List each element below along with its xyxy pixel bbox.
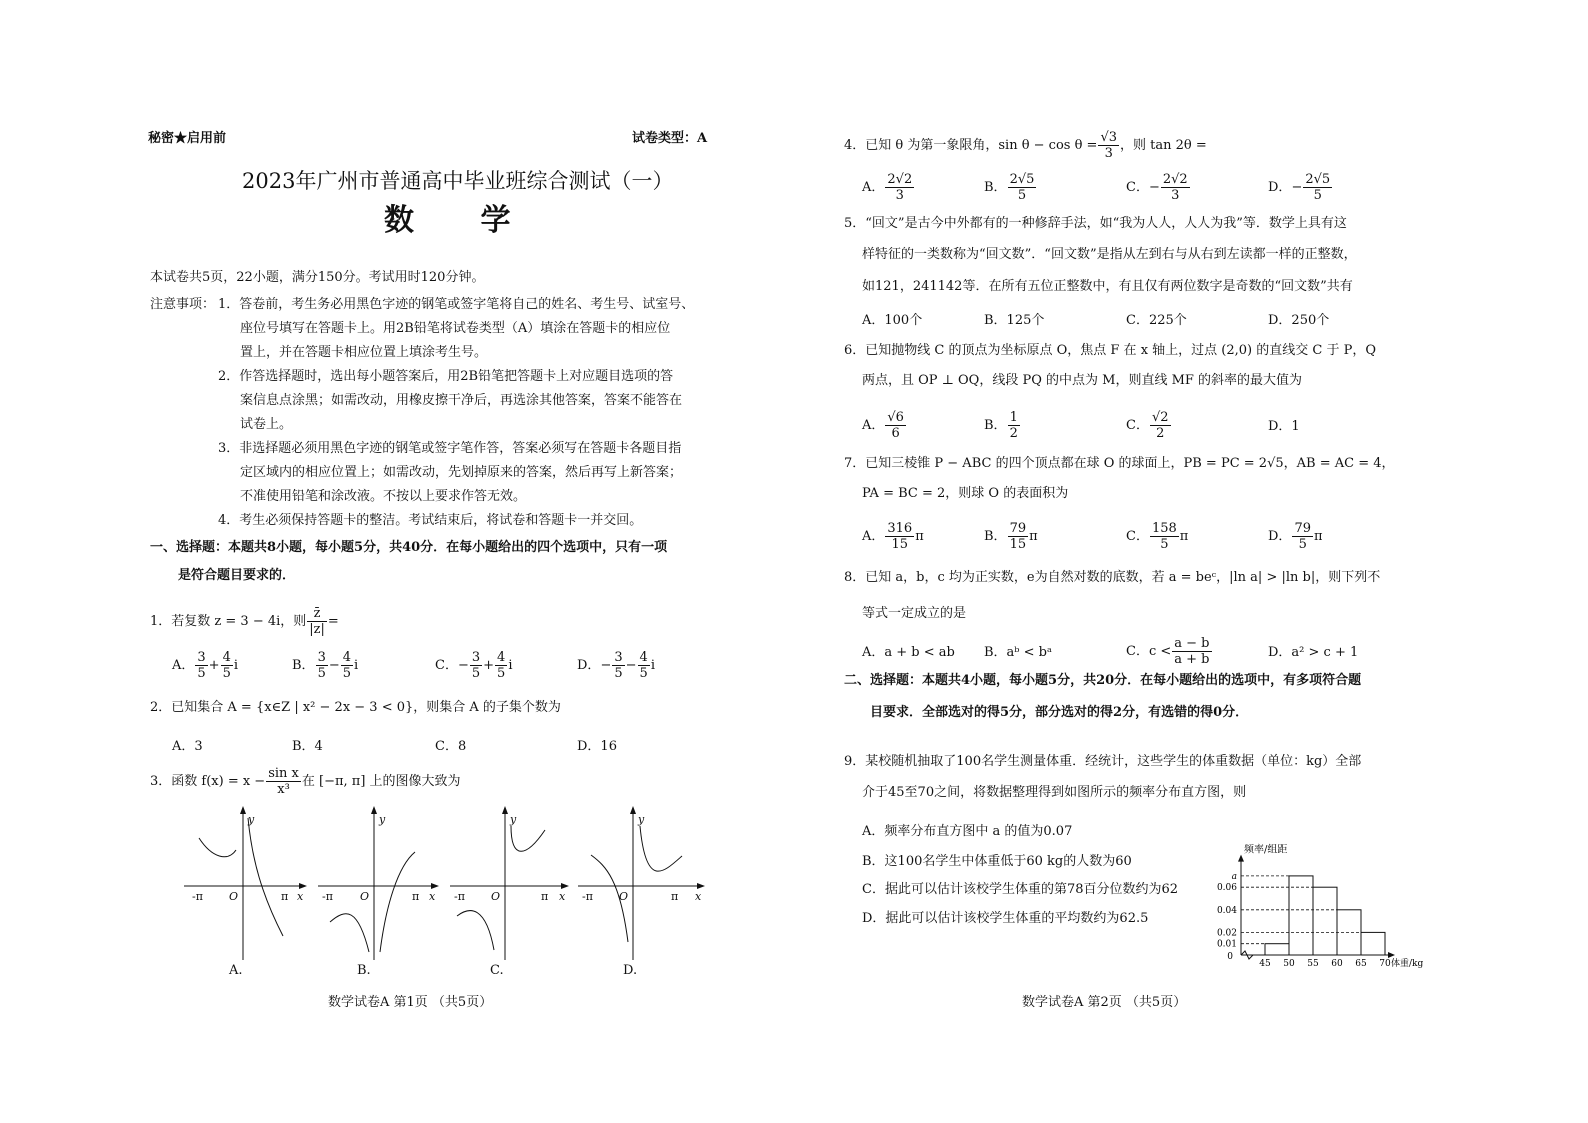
option-label: B．	[292, 658, 315, 673]
question-2: 2．已知集合 A = {x∈Z | x² − 2x − 3 < 0}，则集合 A 的子集个数为	[150, 700, 561, 715]
graph-d-x-label: x	[695, 890, 702, 903]
question-4	[844, 129, 1207, 163]
q7-line: 7．已知三棱锥 P − ABC 的四个顶点都在球 O 的球面上，PB = PC = 2√5，AB = AC = 4，	[844, 456, 1395, 471]
intro-text: 本试卷共5页，22小题，满分150分。考试用时120分钟。	[150, 270, 485, 285]
graph-c	[450, 812, 566, 960]
q8-option-b: B．aᵇ < bᵃ	[984, 645, 1052, 660]
x-tick-label: 50	[1283, 959, 1295, 969]
q3-frac-num: sin x	[268, 766, 299, 781]
q4-option-d: D．− $\frac{2√5}{5}$	[1268, 172, 1331, 203]
graph-b-caption: B.	[357, 963, 371, 978]
q7-option-d: D． $\frac{79}{5}$ π	[1268, 521, 1323, 552]
y-tick-label: 0.06	[1216, 883, 1237, 894]
q6-option-c: C． $\frac{√2}{2}$	[1126, 410, 1169, 441]
q6-option-a: A． $\frac{√6}{6}$	[862, 410, 904, 441]
y-axis-arrow	[1238, 855, 1244, 862]
q6-line: 两点，且 OP ⊥ OQ，线段 PQ 的中点为 M，则直线 MF 的斜率的最大值为	[862, 373, 1303, 388]
q4-option-c: C．− $\frac{2√2}{3}$	[1126, 172, 1188, 203]
option-label: A．	[172, 658, 195, 673]
section1-heading-cont: 是符合题目要求的．	[178, 568, 296, 583]
histogram-bar	[1337, 910, 1361, 955]
graph-d-neg-pi: -π	[582, 890, 593, 903]
q1-stem: 1．若复数 z = 3 − 4i，则	[150, 614, 307, 629]
q6-line: 6．已知抛物线 C 的顶点为坐标原点 O，焦点 F 在 x 轴上，过点 (2,0) 的直线交 C 于 P，Q	[844, 343, 1376, 358]
note-line: 3．非选择题必须用黑色字迹的钢笔或签字笔作答，答案必须写在答题卡各题目指	[218, 441, 682, 456]
note-line: 试卷上。	[240, 417, 293, 432]
note-line: 4．考生必须保持答题卡的整洁。考试结束后，将试卷和答题卡一并交回。	[218, 513, 643, 528]
option-label: D．	[577, 658, 601, 673]
q8-option-d: D．a² > c + 1	[1268, 645, 1359, 660]
q5-line: 样特征的一类数称为“回文数”．“回文数”是指从左到右与从右到左读都一样的正整数，	[862, 247, 1357, 262]
graph-a-caption: A.	[229, 963, 243, 978]
graph-b-y-label: y	[379, 813, 386, 826]
q8-option-a: A．a + b < ab	[862, 645, 955, 660]
graph-d	[578, 812, 702, 960]
q9-line: 介于45至70之间，将数据整理得到如图所示的频率分布直方图，则	[862, 785, 1247, 800]
question-1	[150, 606, 339, 637]
option-label: C．	[435, 658, 458, 673]
q5-option-b: B．125个	[984, 313, 1045, 328]
section2-heading-cont: 目要求．全部选对的得5分，部分选对的得2分，有选错的得0分．	[870, 705, 1249, 720]
note-line: 不准使用铅笔和涂改液。不按以上要求作答无效。	[240, 489, 527, 504]
x-axis-arrow	[1388, 952, 1395, 958]
q7-option-c: C． $\frac{158}{5}$ π	[1126, 521, 1189, 552]
note-line: 置上，并在答题卡相应位置上填涂考生号。	[240, 345, 488, 360]
graph-b-origin: O	[360, 890, 370, 903]
q4-option-b: B． $\frac{2√5}{5}$	[984, 172, 1035, 203]
left-page-footer: 数学试卷A 第1页 （共5页）	[328, 995, 493, 1010]
exam-title: 2023年广州市普通高中毕业班综合测试（一）	[242, 169, 674, 193]
histogram-bar	[1289, 876, 1313, 955]
note-line: 1．答卷前，考生务必用黑色字迹的钢笔或签字笔将自己的姓名、考生号、试室号、	[218, 297, 695, 312]
axis-break	[1241, 951, 1253, 959]
q7-line: PA = BC = 2，则球 O 的表面积为	[862, 486, 1069, 501]
q4-option-a: A． $\frac{2√2}{3}$	[862, 172, 913, 203]
graph-c-origin: O	[491, 890, 501, 903]
notice-label: 注意事项：	[150, 297, 216, 312]
q5-line: 5．“回文”是古今中外都有的一种修辞手法，如“我为人人，人人为我”等．数学上具有这	[844, 216, 1347, 231]
q5-option-c: C．225个	[1126, 313, 1187, 328]
graph-a-origin: O	[229, 890, 239, 903]
q3-frac-den: x³	[277, 782, 290, 797]
q7-option-b: B． $\frac{79}{15}$ π	[984, 521, 1038, 552]
x-tick-label: 55	[1307, 959, 1319, 969]
q1-option-d: D．− $\frac{3}{5}$ − $\frac{4}{5}$ i	[577, 650, 655, 681]
graph-a-neg-pi: -π	[192, 890, 203, 903]
q9-option-d: D．据此可以估计该校学生体重的平均数约为62.5	[862, 911, 1149, 926]
x-tick-label: 60	[1331, 959, 1343, 969]
q5-option-a: A．100个	[862, 313, 923, 328]
x-axis-label: 体重/kg	[1391, 959, 1424, 969]
origin-label: 0	[1227, 952, 1233, 962]
q3-stem-b: 在 [−π, π] 上的图像大致为	[301, 774, 461, 789]
q5-option-d: D．250个	[1268, 313, 1330, 328]
y-tick-label: 0.02	[1216, 928, 1237, 939]
graph-b-pi: π	[412, 890, 420, 903]
graph-b	[318, 812, 436, 960]
q8-option-c: C．c < $\frac{a - b}{a + b}$	[1126, 636, 1210, 667]
q6-option-d: D．1	[1268, 419, 1300, 434]
q9-option-b: B．这100名学生中体重低于60 kg的人数为60	[862, 854, 1132, 869]
graph-d-pi: π	[671, 890, 679, 903]
graph-d-y-label: y	[638, 813, 645, 826]
histogram-bar	[1313, 887, 1337, 955]
histogram-bar	[1361, 932, 1385, 955]
histogram-bar	[1265, 944, 1289, 955]
note-line: 定区域内的相应位置上；如需改动，先划掉原来的答案，然后再写上新答案；	[240, 465, 683, 480]
q9-option-a: A．频率分布直方图中 a 的值为0.07	[862, 824, 1073, 839]
x-tick-label: 45	[1259, 959, 1271, 969]
graph-a-x-label: x	[297, 890, 304, 903]
q6-option-b: B． $\frac{1}{2}$	[984, 410, 1018, 441]
section2-heading: 二、选择题：本题共4小题，每小题5分，共20分．在每小题给出的选项中，有多项符合题	[844, 673, 1362, 688]
q2-option-b: B．4	[292, 739, 323, 754]
note-line: 座位号填写在答题卡上。用2B铅笔将试卷类型（A）填涂在答题卡的相应位	[240, 321, 671, 336]
q2-option-a: A．3	[172, 739, 203, 754]
note-line: 案信息点涂黑；如需改动，用橡皮擦干净后，再选涂其他答案，答案不能答在	[240, 393, 683, 408]
q1-option-a: A． $\frac{3}{5}$ + $\frac{4}{5}$ i	[172, 650, 239, 681]
question-3	[150, 766, 461, 797]
subject-title: 数 学	[384, 203, 539, 238]
confidential-mark: 秘密★启用前	[148, 131, 227, 146]
x-tick-label: 65	[1355, 959, 1367, 969]
graph-c-y-label: y	[510, 813, 517, 826]
graph-a-y-label: y	[248, 813, 255, 826]
q8-line: 8．已知 a，b，c 均为正实数，e为自然对数的底数，若 a = beᶜ，|ln a| > |ln b|，则下列不	[844, 570, 1381, 585]
graph-b-x-label: x	[429, 890, 436, 903]
y-tick-label: a	[1231, 871, 1237, 882]
q4-stem-b: ，则 tan 2θ =	[1120, 138, 1207, 153]
graph-d-caption: D.	[623, 963, 638, 978]
q8-line: 等式一定成立的是	[862, 606, 967, 621]
q1-frac-den: |z|	[309, 622, 325, 637]
q5-line: 如121，241142等．在所有五位正整数中，有且仅有两位数字是奇数的“回文数”共有	[862, 279, 1353, 294]
graph-c-x-label: x	[559, 890, 566, 903]
q2-option-d: D．16	[577, 739, 617, 754]
section1-heading: 一、选择题：本题共8小题，每小题5分，共40分．在每小题给出的四个选项中，只有一项	[150, 540, 668, 555]
note-line: 2．作答选择题时，选出每小题答案后，用2B铅笔把答题卡上对应题目选项的答	[218, 369, 674, 384]
q9-option-c: C．据此可以估计该校学生体重的第78百分位数约为62	[862, 882, 1179, 897]
q4-frac-num: √3	[1100, 130, 1118, 145]
q7-option-a: A． $\frac{316}{15}$ π	[862, 521, 924, 552]
y-tick-label: 0.04	[1216, 905, 1237, 916]
q9-line: 9．某校随机抽取了100名学生测量体重．经统计，这些学生的体重数据（单位：kg）全部	[844, 754, 1362, 769]
y-axis-label: 频率/组距	[1244, 844, 1288, 856]
right-page-footer: 数学试卷A 第2页 （共5页）	[1022, 995, 1187, 1010]
graph-c-pi: π	[541, 890, 549, 903]
q3-stem-a: 3．函数 f(x) = x −	[150, 774, 266, 789]
graph-d-origin: O	[619, 890, 629, 903]
q1-option-b: B． $\frac{3}{5}$ − $\frac{4}{5}$ i	[292, 650, 359, 681]
graph-b-neg-pi: -π	[322, 890, 333, 903]
q1-tail: =	[327, 614, 339, 629]
y-tick-label: 0.01	[1216, 939, 1237, 950]
graph-c-caption: C.	[490, 963, 504, 978]
q2-option-c: C．8	[435, 739, 467, 754]
graph-a-pi: π	[281, 890, 289, 903]
paper-type: 试卷类型：A	[632, 131, 708, 146]
graph-c-neg-pi: -π	[454, 890, 465, 903]
q4-frac-den: 3	[1104, 146, 1113, 161]
q1-option-c: C．− $\frac{3}{5}$ + $\frac{4}{5}$ i	[435, 650, 513, 681]
q4-stem-a: 4．已知 θ 为第一象限角，sin θ − cos θ =	[844, 138, 1098, 153]
x-tick-label: 70	[1379, 959, 1391, 969]
graph-a	[184, 812, 304, 960]
q1-frac-num: z̄	[307, 606, 327, 622]
